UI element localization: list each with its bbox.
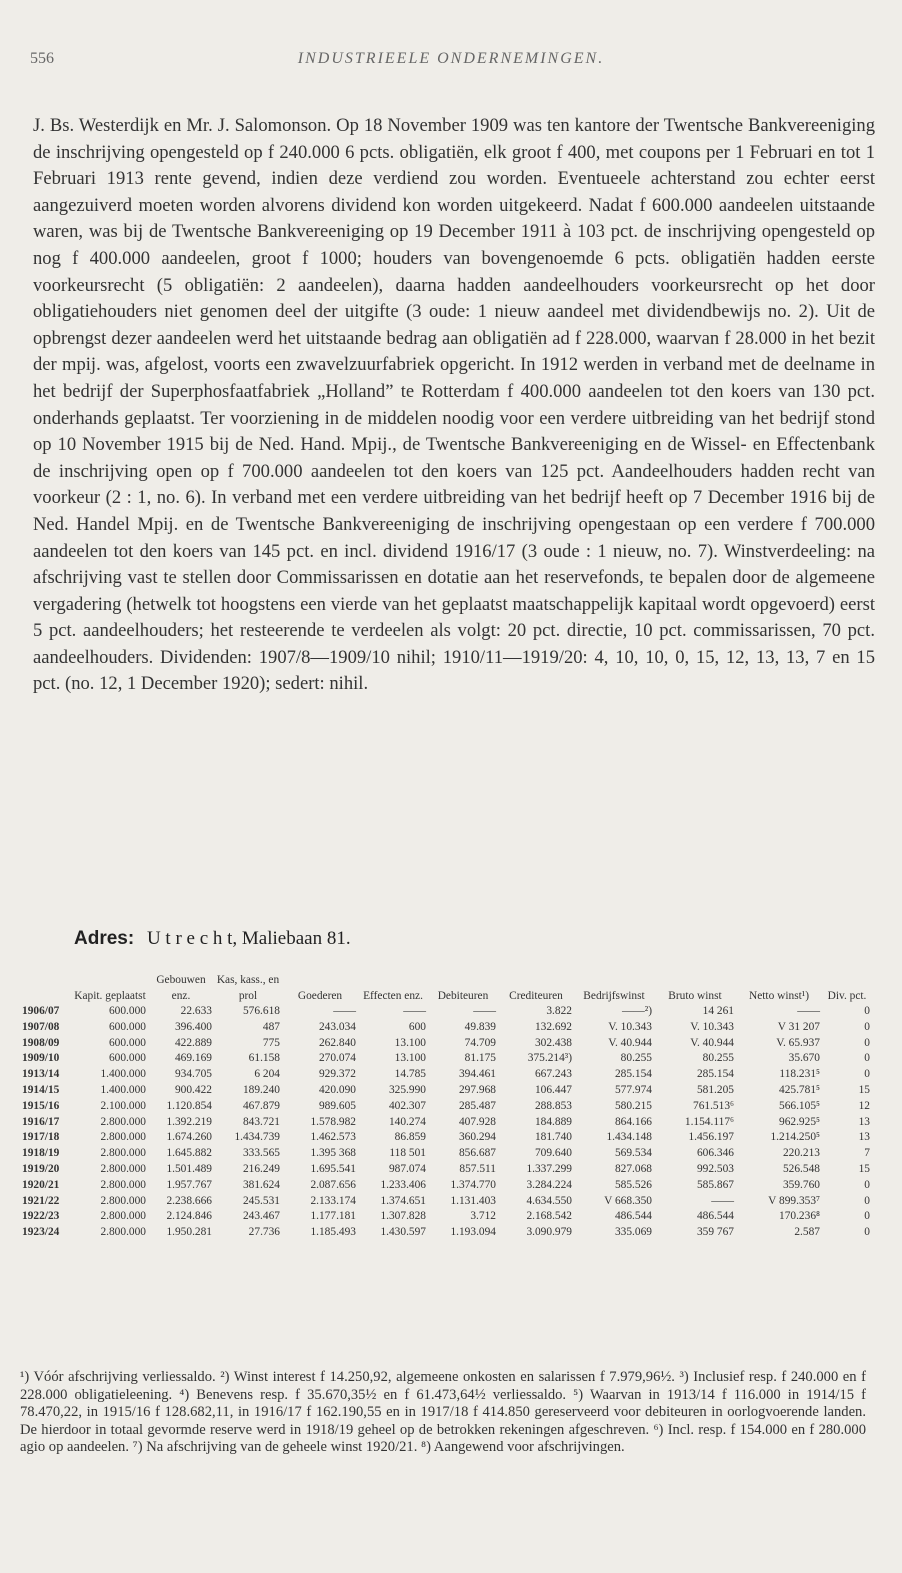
table-cell: 189.240 <box>242 1083 280 1096</box>
table-cell: 14 261 <box>702 1005 734 1017</box>
table-cell: 526.548 <box>782 1162 820 1175</box>
table-row <box>22 1178 872 1194</box>
table-cell: V 31 207 <box>777 1020 820 1033</box>
table-row <box>22 1194 872 1210</box>
table-cell: 0 <box>864 1005 870 1017</box>
table-cell: —— <box>333 1005 356 1017</box>
row-year-cell: 1913/14 <box>22 1068 60 1081</box>
table-cell: 422.889 <box>174 1036 212 1049</box>
table-row <box>22 1146 872 1162</box>
table-cell: 325.990 <box>388 1083 426 1096</box>
table-cell: 864.166 <box>614 1115 652 1128</box>
column-header: Goederen <box>297 990 343 1002</box>
table-cell: 13 <box>858 1131 870 1144</box>
table-cell: 0 <box>864 1194 870 1207</box>
table-cell: 80.255 <box>702 1052 734 1065</box>
table-cell: 359.760 <box>782 1178 820 1191</box>
table-cell: 13 <box>858 1115 870 1128</box>
table-cell: 1.374.651 <box>380 1194 426 1207</box>
table-cell: 580.215 <box>614 1099 652 1112</box>
table-cell: —— <box>403 1005 426 1017</box>
table-cell: 2.800.000 <box>100 1115 146 1128</box>
table-row <box>22 1209 872 1225</box>
table-cell: 1.177.181 <box>310 1210 356 1223</box>
table-cell: 285.154 <box>696 1068 734 1081</box>
table-cell: 27.736 <box>248 1226 280 1239</box>
table-cell: 486.544 <box>614 1210 652 1223</box>
row-year-cell: 1917/18 <box>22 1131 60 1144</box>
table-cell: 1.154.117⁶ <box>684 1115 734 1128</box>
table-cell: 375.214³) <box>527 1052 572 1065</box>
table-cell: —— <box>473 1005 496 1017</box>
table-cell: 2.087.656 <box>310 1178 356 1191</box>
row-year-cell: 1907/08 <box>22 1020 60 1033</box>
column-header: Bruto winst <box>668 990 722 1002</box>
table-cell: 74.709 <box>464 1036 496 1049</box>
column-header: Effecten enz. <box>363 990 423 1002</box>
row-year-cell: 1920/21 <box>22 1178 60 1191</box>
table-cell: 4.634.550 <box>526 1194 572 1207</box>
table-cell: 667.243 <box>534 1068 572 1081</box>
table-cell: 3.712 <box>470 1210 496 1223</box>
table-cell: 987.074 <box>388 1162 426 1175</box>
table-cell: 486.544 <box>696 1210 734 1223</box>
table-cell: 1.374.770 <box>450 1178 496 1191</box>
table-row <box>22 1067 872 1083</box>
table-cell: 243.467 <box>242 1210 280 1223</box>
table-cell: 1.131.403 <box>450 1194 496 1207</box>
table-row <box>22 1162 872 1178</box>
table-cell: 86.859 <box>394 1131 426 1144</box>
row-year-cell: 1918/19 <box>22 1147 60 1160</box>
table-cell: 15 <box>858 1083 870 1096</box>
column-header: Kapit. geplaatst <box>74 990 146 1002</box>
footnotes: ¹) Vóór afschrijving verliessaldo. ²) Winst interest f 14.250,92, algemeene onkosten en salarissen f 7.979,96½. ³) Inclusief resp. f 240.000 en f 228.000 obligatieleening. ⁴) Benevens resp. f 35.670,35½ en f 61.473,64½ verliessaldo. ⁵) Waarvan in 1913/14 f 116.000 in 1914/15 f 78.470,22, in 1915/16 f 128.682,11, in 1916/17 f 162.190,55 en in 1917/18 f 414.850 gereserveerd voor debiteuren in oorlogvoerende landen. De hierdoor in totaal gevormde reserve werd in 1918/19 geheel op de betrokken rekeningen afgeschreven. ⁶) Incl. resp. f 154.000 en f 280.000 agio op aandeelen. ⁷) Na afschrijving van de geheele winst 1920/21. ⁸) Aangewend voor afschrijvingen. <box>20 1369 866 1455</box>
table-header-row <box>22 972 872 1004</box>
row-year-cell: 1921/22 <box>22 1194 60 1207</box>
table-cell: 1.337.299 <box>526 1162 572 1175</box>
table-row <box>22 1115 872 1131</box>
table-cell: 600.000 <box>108 1036 146 1049</box>
table-cell: V. 40.944 <box>690 1036 734 1049</box>
table-cell: 1.950.281 <box>166 1226 212 1239</box>
row-year-cell: 1919/20 <box>22 1162 60 1175</box>
row-year-cell: 1906/07 <box>22 1005 60 1017</box>
table-cell: 1.578.982 <box>310 1115 356 1128</box>
table-row <box>22 1004 872 1020</box>
table-cell: 929.372 <box>318 1068 356 1081</box>
table-cell: 285.487 <box>458 1099 496 1112</box>
body-text <box>33 113 875 698</box>
table-cell: 585.526 <box>614 1178 652 1191</box>
table-cell: 600.000 <box>108 1020 146 1033</box>
table-cell: 0 <box>864 1052 870 1065</box>
table-cell: 118 501 <box>389 1147 426 1160</box>
table-cell: 2.800.000 <box>100 1226 146 1239</box>
table-cell: 469.169 <box>174 1052 212 1065</box>
table-cell: 857.511 <box>459 1162 496 1175</box>
table-cell: 606.346 <box>696 1147 734 1160</box>
table-cell: 7 <box>864 1147 870 1160</box>
table-cell: 6 204 <box>254 1068 280 1081</box>
page-header <box>30 50 872 74</box>
table-cell: V. 10.343 <box>608 1020 652 1033</box>
table-cell: 1.434.148 <box>606 1131 652 1144</box>
table-cell: 576.618 <box>242 1005 280 1017</box>
table-cell: 81.175 <box>464 1052 496 1065</box>
table-cell: —— <box>797 1005 820 1017</box>
table-cell: 1.434.739 <box>234 1131 280 1144</box>
table-cell: 989.605 <box>318 1099 356 1112</box>
table-cell: 2.800.000 <box>100 1131 146 1144</box>
row-year-cell: 1922/23 <box>22 1210 60 1223</box>
table-cell: 585.867 <box>696 1178 734 1191</box>
table-row <box>22 1020 872 1036</box>
table-cell: 184.889 <box>534 1115 572 1128</box>
row-year-cell: 1908/09 <box>22 1036 60 1049</box>
column-header: Netto winst¹) <box>748 990 810 1002</box>
table-cell: 49.839 <box>464 1020 496 1033</box>
table-cell: 2.800.000 <box>100 1147 146 1160</box>
table-cell: 1.456.197 <box>688 1131 734 1144</box>
table-cell: 1.400.000 <box>100 1083 146 1096</box>
table-cell: 2.124.846 <box>166 1210 212 1223</box>
table-cell: 220.213 <box>782 1147 820 1160</box>
table-cell: 14.785 <box>394 1068 426 1081</box>
table-cell: V 899.353⁷ <box>768 1194 820 1207</box>
table-cell: 35.670 <box>788 1052 820 1065</box>
table-cell: 934.705 <box>174 1068 212 1081</box>
table-cell: 2.168.542 <box>526 1210 572 1223</box>
running-title: INDUSTRIEELE ONDERNEMINGEN. <box>297 50 605 67</box>
table-cell: 245.531 <box>242 1194 280 1207</box>
table-cell: 0 <box>864 1036 870 1049</box>
table-cell: 0 <box>864 1210 870 1223</box>
column-header: Div. pct. <box>827 990 867 1002</box>
table-cell: 2.238.666 <box>166 1194 212 1207</box>
table-cell: 3.284.224 <box>526 1178 572 1191</box>
table-cell: 359 767 <box>696 1226 734 1239</box>
table-cell: 1.185.493 <box>310 1226 356 1239</box>
table-cell: 3.822 <box>546 1005 572 1017</box>
table-cell: 992.503 <box>696 1162 734 1175</box>
row-year-cell: 1909/10 <box>22 1052 60 1065</box>
table-cell: 13.100 <box>394 1036 426 1049</box>
table-cell: 0 <box>864 1178 870 1191</box>
table-cell: 381.624 <box>242 1178 280 1191</box>
table-cell: 3.090.979 <box>526 1226 572 1239</box>
table-cell: 262.840 <box>318 1036 356 1049</box>
financial-table <box>22 972 872 1241</box>
table-cell: 1.430.597 <box>380 1226 426 1239</box>
table-cell: 12 <box>858 1099 870 1112</box>
table-cell: 61.158 <box>248 1052 280 1065</box>
table-cell: 0 <box>864 1020 870 1033</box>
table-cell: 467.879 <box>242 1099 280 1112</box>
table-cell: 0 <box>864 1226 870 1239</box>
table-cell: 1.957.767 <box>166 1178 212 1191</box>
table-cell: ——²) <box>622 1005 652 1017</box>
table-cell: 600.000 <box>108 1005 146 1017</box>
table-cell: 243.034 <box>318 1020 356 1033</box>
table-cell: 2.800.000 <box>100 1210 146 1223</box>
table-cell: 285.154 <box>614 1068 652 1081</box>
table-cell: 1.462.573 <box>310 1131 356 1144</box>
table-cell: 2.800.000 <box>100 1178 146 1191</box>
column-header: Debiteuren <box>437 990 489 1002</box>
table-cell: V. 10.343 <box>690 1020 734 1033</box>
table-cell: 170.236⁸ <box>779 1210 820 1223</box>
row-year-cell: 1923/24 <box>22 1226 60 1239</box>
table-cell: 0 <box>864 1068 870 1081</box>
table-cell: 1.392.219 <box>166 1115 212 1128</box>
table-cell: V 668.350 <box>604 1194 652 1207</box>
table-cell: 13.100 <box>394 1052 426 1065</box>
table-cell: 566.105⁵ <box>779 1099 820 1112</box>
table-cell: 900.422 <box>174 1083 212 1096</box>
column-header: Bedrijfswinst <box>583 990 645 1002</box>
table-cell: 1.501.489 <box>166 1162 212 1175</box>
column-header: Kas, kass., en prol <box>216 974 280 1002</box>
table-cell: 118.231⁵ <box>779 1068 820 1081</box>
column-header <box>22 972 72 1004</box>
table-cell: 856.687 <box>458 1147 496 1160</box>
page-number: 556 <box>30 50 54 67</box>
row-year-cell: 1915/16 <box>22 1099 60 1112</box>
table-cell: 600.000 <box>108 1052 146 1065</box>
table-cell: V. 65.937 <box>776 1036 820 1049</box>
table-cell: 600 <box>408 1020 426 1033</box>
table-cell: 288.853 <box>534 1099 572 1112</box>
table-cell: 80.255 <box>620 1052 652 1065</box>
address-line <box>74 928 351 950</box>
table-cell: 140.274 <box>388 1115 426 1128</box>
table-cell: 402.307 <box>388 1099 426 1112</box>
table-cell: 22.633 <box>180 1005 212 1017</box>
table-cell: 843.721 <box>242 1115 280 1128</box>
row-year-cell: 1916/17 <box>22 1115 60 1128</box>
table-cell: 15 <box>858 1162 870 1175</box>
table-cell: 425.781⁵ <box>779 1083 820 1096</box>
table-cell: 827.068 <box>614 1162 652 1175</box>
table-cell: 335.069 <box>614 1226 652 1239</box>
table-cell: 1.214.250⁵ <box>770 1131 820 1144</box>
table-cell: 487 <box>262 1020 280 1033</box>
table-cell: 132.692 <box>534 1020 572 1033</box>
table-row <box>22 1099 872 1115</box>
table-cell: 2.133.174 <box>310 1194 356 1207</box>
table-cell: 396.400 <box>174 1020 212 1033</box>
table-cell: 709.640 <box>534 1147 572 1160</box>
table-body <box>22 1004 872 1241</box>
table-cell: 1.674.260 <box>166 1131 212 1144</box>
address-value: U t r e c h t, Maliebaan 81. <box>146 928 351 949</box>
table-cell: 420.090 <box>318 1083 356 1096</box>
table-cell: 1.307.828 <box>380 1210 426 1223</box>
table-row <box>22 1130 872 1146</box>
table-cell: 360.294 <box>458 1131 496 1144</box>
table-cell: 2.100.000 <box>100 1099 146 1112</box>
row-year-cell: 1914/15 <box>22 1083 60 1096</box>
table-cell: 394.461 <box>458 1068 496 1081</box>
table-row <box>22 1036 872 1052</box>
table-cell: 962.925⁵ <box>779 1115 820 1128</box>
table-cell: 1.395 368 <box>310 1147 356 1160</box>
table-cell: 1.400.000 <box>100 1068 146 1081</box>
table-row <box>22 1051 872 1067</box>
table-cell: 106.447 <box>534 1083 572 1096</box>
table-cell: 1.120.854 <box>166 1099 212 1112</box>
table-cell: 1.695.541 <box>310 1162 356 1175</box>
table-cell: 569.534 <box>614 1147 652 1160</box>
table-cell: 181.740 <box>534 1131 572 1144</box>
table-row <box>22 1083 872 1099</box>
table-cell: —— <box>711 1194 734 1207</box>
table-cell: 1.193.094 <box>450 1226 496 1239</box>
body-paragraph: J. Bs. Westerdijk en Mr. J. Salomonson. Op 18 November 1909 was ten kantore der Twentsche Bankvereeniging de inschrijving opengesteld op f 240.000 6 pcts. obligatiën, elk groot f 400, met coupons per 1 Februari en tot 1 Februari 1913 rente gevend, indien deze verdiend zou worden. Eventueele achterstand zou echter eerst aangezuiverd moeten worden alvorens dividend kon worden uitgekeerd. Nadat f 600.000 aandeelen uitstaande waren, was bij de Twentsche Bankvereeniging op 19 December 1911 à 103 pct. de inschrijving opengesteld op nog f 400.000 aandeelen, groot f 1000; houders van bovengenoemde 6 pcts. obligatiën hadden eerste voorkeursrecht (5 obligatiën: 2 aandeelen), daarna hadden aandeelhouders voorkeursrecht op het door obligatiehouders niet genomen deel der uitgifte (3 oude: 1 nieuw aandeel met dividendbewijs no. 2). Uit de opbrengst dezer aandeelen werd het uitstaande bedrag aan obligatiën ad f 228.000, waarvan f 28.000 in het bezit der mpij. was, afgelost, voorts een zwavelzuurfabriek opgericht. In 1912 werden in verband met de deelname in het bedrijf der Superphosfaatfabriek „Holland” te Rotterdam f 400.000 aandeelen tot den koers van 130 pct. onderhands geplaatst. Ter voorziening in de middelen noodig voor een verdere uitbreiding van het bedrijf stond op 10 November 1915 bij de Ned. Hand. Mpij., de Twentsche Bankvereeniging en de Wissel- en Effectenbank de inschrijving open op f 700.000 aandeelen tot den koers van 125 pct. Aandeelhouders hadden recht van voorkeur (2 : 1, no. 6). In verband met een verdere uitbreiding van het bedrijf heeft op 7 December 1916 bij de Ned. Handel Mpij. en de Twentsche Bankvereeniging de inschrijving opengestaan op een verdere f 700.000 aandeelen tot den koers van 145 pct. en incl. dividend 1916/17 (3 oude : 1 nieuw, no. 7). Winstverdeeling: na afschrijving vast te stellen door Commissarissen en dotatie aan het reservefonds, te bepalen door de algemeene vergadering (hetwelk tot hoogstens een vierde van het geplaatst maatschappelijk kapitaal wordt opgevoerd) eerst 5 pct. aandeelhouders; het resteerende te verdeelen als volgt: 20 pct. directie, 10 pct. commissarissen, 70 pct. aandeelhouders. Dividenden: 1907/8—1909/10 nihil; 1910/11—1919/20: 4, 10, 10, 0, 15, 12, 13, 13, 7 en 15 pct. (no. 12, 1 December 1920); sedert: nihil. <box>33 115 875 695</box>
table-cell: 2.587 <box>794 1226 820 1239</box>
table-cell: 577.974 <box>614 1083 652 1096</box>
column-header: Gebouwen enz. <box>156 974 206 1002</box>
table-cell: 1.645.882 <box>166 1147 212 1160</box>
column-header: Crediteuren <box>509 990 563 1002</box>
table-cell: 407.928 <box>458 1115 496 1128</box>
address-label: Adres: <box>74 928 135 949</box>
table-cell: 1.233.406 <box>380 1178 426 1191</box>
table-row <box>22 1225 872 1241</box>
table-cell: 761.513⁶ <box>693 1099 734 1112</box>
table-cell: 333.565 <box>242 1147 280 1160</box>
table-cell: 2.800.000 <box>100 1162 146 1175</box>
table-cell: 581.205 <box>696 1083 734 1096</box>
table-cell: 297.968 <box>458 1083 496 1096</box>
table-cell: 775 <box>262 1036 280 1049</box>
table-cell: 270.074 <box>318 1052 356 1065</box>
table-cell: 302.438 <box>534 1036 572 1049</box>
table-cell: 2.800.000 <box>100 1194 146 1207</box>
table-cell: V. 40.944 <box>608 1036 652 1049</box>
table-cell: 216.249 <box>242 1162 280 1175</box>
